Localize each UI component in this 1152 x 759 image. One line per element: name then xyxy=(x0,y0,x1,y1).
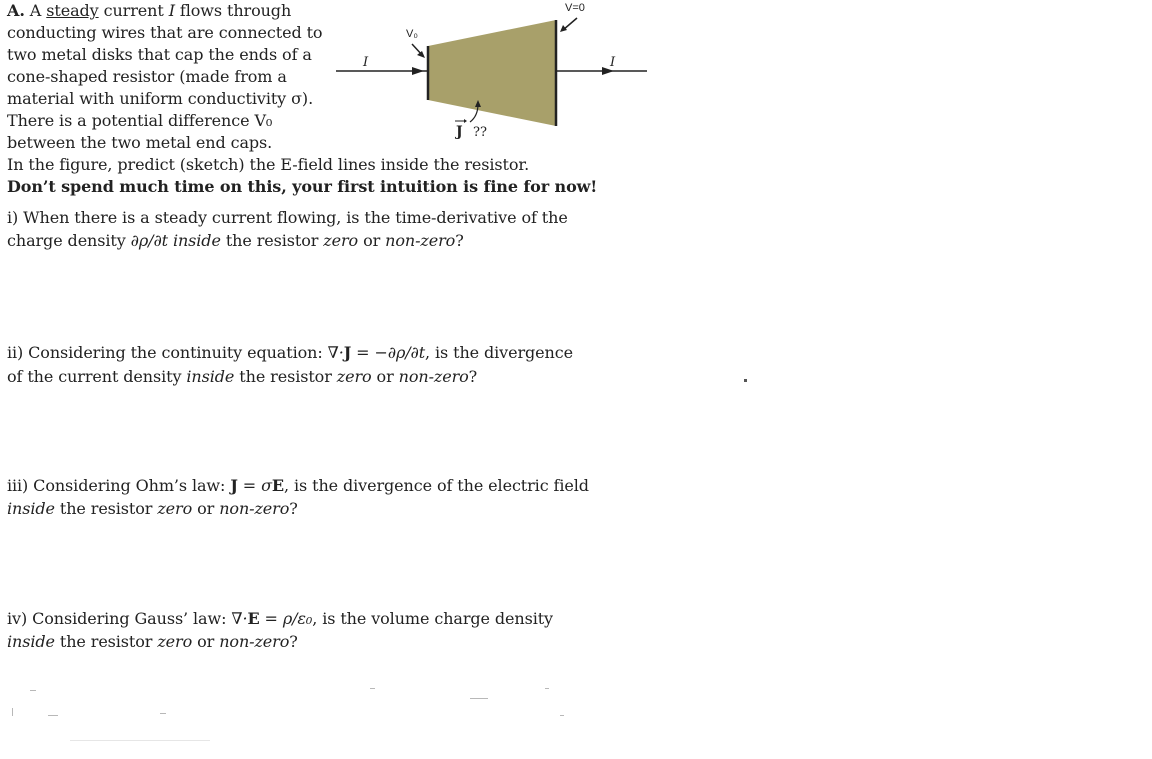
q3-text: iii) Considering Ohm’s law: xyxy=(7,476,226,495)
q2-l2-pre: of the current density xyxy=(7,367,182,386)
q2-mid: the resistor xyxy=(239,367,332,386)
q3-nonzero: non-zero xyxy=(219,499,290,518)
question-2-line-2 xyxy=(7,366,477,388)
q4-text: iv) Considering Gauss’ law: xyxy=(7,609,227,628)
q3-zero: zero xyxy=(157,499,193,518)
part-a-line-3: two metal disks that cap the ends of a xyxy=(7,45,312,64)
q3-end: ? xyxy=(289,499,298,518)
scan-artifact xyxy=(545,688,549,689)
q1-or: or xyxy=(363,231,381,250)
question-4-line-2 xyxy=(7,631,298,653)
q1-mid: the resistor xyxy=(225,231,319,250)
q2-post: , is the divergence xyxy=(425,343,573,362)
part-a-line-7: between the two metal end caps. xyxy=(7,133,273,152)
q2-text: ii) Considering the continuity equation: xyxy=(7,343,323,362)
v0-label: V₀ xyxy=(406,28,418,40)
part-a-line-1 xyxy=(7,0,291,22)
q2-inside: inside xyxy=(186,367,235,386)
q1-end: ? xyxy=(455,231,464,250)
question-2-line-1 xyxy=(7,342,573,364)
cone-resistor xyxy=(428,20,556,126)
q2-nabla: ∇· xyxy=(327,343,344,362)
current-word: current xyxy=(103,1,164,20)
scan-artifact xyxy=(12,708,13,716)
q3-or: or xyxy=(197,499,215,518)
v-zero-label: V=0 xyxy=(565,2,585,14)
part-a-line-5: material with uniform conductivity σ). xyxy=(7,89,314,108)
q3-E: E xyxy=(271,476,285,495)
scan-artifact xyxy=(160,713,166,714)
q4-or: or xyxy=(197,632,215,651)
q4-zero: zero xyxy=(157,632,193,651)
part-a-label: A. xyxy=(7,1,25,20)
current-left-label: I xyxy=(363,55,369,70)
scan-artifact xyxy=(744,379,747,382)
scan-artifact xyxy=(370,688,375,689)
q3-eq: = σ xyxy=(237,476,272,495)
q2-J: J xyxy=(343,343,352,362)
q4-post: , is the volume charge density xyxy=(312,609,553,628)
q4-inside: inside xyxy=(7,632,55,651)
current-right-label: I xyxy=(610,55,616,70)
part-a-line-6: There is a potential difference V₀ xyxy=(7,111,273,130)
q4-E: E xyxy=(247,609,260,628)
question-4-line-1 xyxy=(7,608,553,630)
v0-arrowhead xyxy=(417,51,425,58)
q1-math: ∂ρ/∂t xyxy=(130,231,168,250)
v-zero-arrowhead xyxy=(560,25,567,32)
q3-post: , is the divergence of the electric field xyxy=(284,476,589,495)
intro-pre: A xyxy=(29,1,42,20)
q4-end: ? xyxy=(289,632,298,651)
left-current-arrow xyxy=(412,67,424,75)
q3-inside: inside xyxy=(7,499,55,518)
question-3-line-2 xyxy=(7,498,298,520)
scan-artifact xyxy=(470,698,488,699)
q4-nonzero: non-zero xyxy=(219,632,290,651)
scan-artifact xyxy=(48,715,58,716)
part-a-line-9: Don’t spend much time on this, your first intuition is fine for now! xyxy=(7,177,598,196)
q1-nonzero: non-zero xyxy=(385,231,456,250)
question-1-line-2 xyxy=(7,230,464,252)
question-3-line-1 xyxy=(7,475,589,497)
scan-artifact xyxy=(560,715,564,716)
q4-math-rest: = ρ/ε₀ xyxy=(259,609,313,628)
j-label: J xyxy=(456,124,463,140)
q2-end: ? xyxy=(468,367,478,386)
steady-word: steady xyxy=(46,1,99,20)
q2-nonzero: non-zero xyxy=(398,367,469,386)
scan-artifact xyxy=(70,740,210,741)
q1-text: charge density xyxy=(7,231,126,250)
part-a-line-4: cone-shaped resistor (made from a xyxy=(7,67,287,86)
j-question: ?? xyxy=(473,125,487,140)
q1-inside: inside xyxy=(172,231,221,250)
j-vector-head xyxy=(464,119,467,123)
q4-nabla: ∇· xyxy=(231,609,248,628)
current-symbol: I xyxy=(168,1,175,20)
part-a-line-8: In the figure, predict (sketch) the E-field lines inside the resistor. xyxy=(7,155,530,174)
part-a-line-2: conducting wires that are connected to xyxy=(7,23,323,42)
q2-math-rest: = −∂ρ/∂t xyxy=(351,343,426,362)
q4-mid: the resistor xyxy=(59,632,153,651)
question-1-line-1: i) When there is a steady current flowing, is the time-derivative of the xyxy=(7,208,568,227)
q2-or: or xyxy=(376,367,394,386)
q3-mid: the resistor xyxy=(59,499,153,518)
q1-zero: zero xyxy=(323,231,359,250)
flows-through: flows through xyxy=(179,1,292,20)
scan-artifact xyxy=(30,690,36,691)
q3-J: J xyxy=(230,476,238,495)
q2-zero: zero xyxy=(336,367,372,386)
